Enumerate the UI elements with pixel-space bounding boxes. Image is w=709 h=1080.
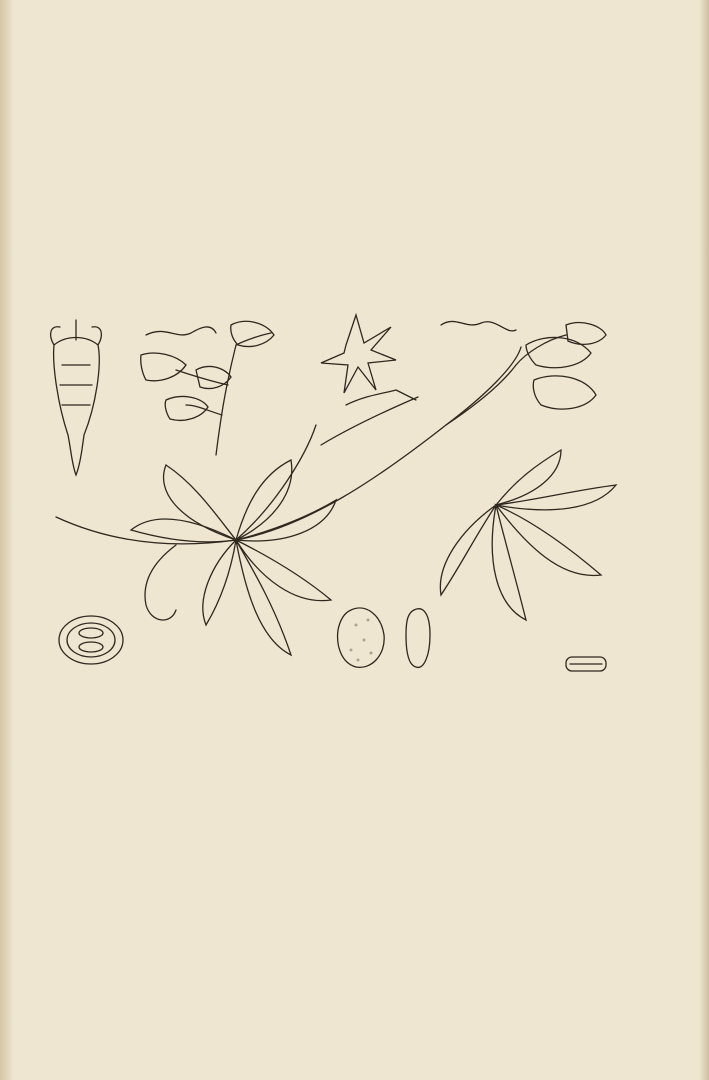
- leaf-12: [440, 505, 496, 595]
- tendril-2: [145, 545, 176, 620]
- tendril-4: [441, 321, 516, 330]
- leaf-8: [496, 450, 561, 505]
- seed-E-1: [338, 608, 385, 667]
- flower-star-B: [321, 315, 396, 393]
- leaf-4: [236, 540, 331, 601]
- tendril-3: [146, 327, 216, 335]
- peduncle: [216, 345, 236, 455]
- flower-bell-5: [526, 337, 591, 367]
- leaf-2: [236, 460, 292, 540]
- leaf-5: [203, 540, 236, 625]
- botanical-illustration: [46, 305, 630, 678]
- stem-branch: [236, 425, 316, 540]
- leaf-9: [496, 485, 616, 510]
- stem-main: [56, 347, 521, 544]
- ovarium-C: [54, 338, 100, 476]
- flower-bell-1: [141, 353, 186, 381]
- flower-bell-6: [533, 376, 596, 409]
- flower-bell-7: [566, 323, 606, 345]
- leaf-1: [164, 465, 236, 540]
- leaf-3: [236, 500, 336, 541]
- leaf-6: [131, 519, 236, 542]
- seed-E-2: [406, 609, 430, 668]
- leaf-7: [236, 540, 291, 655]
- branch-B: [321, 397, 418, 445]
